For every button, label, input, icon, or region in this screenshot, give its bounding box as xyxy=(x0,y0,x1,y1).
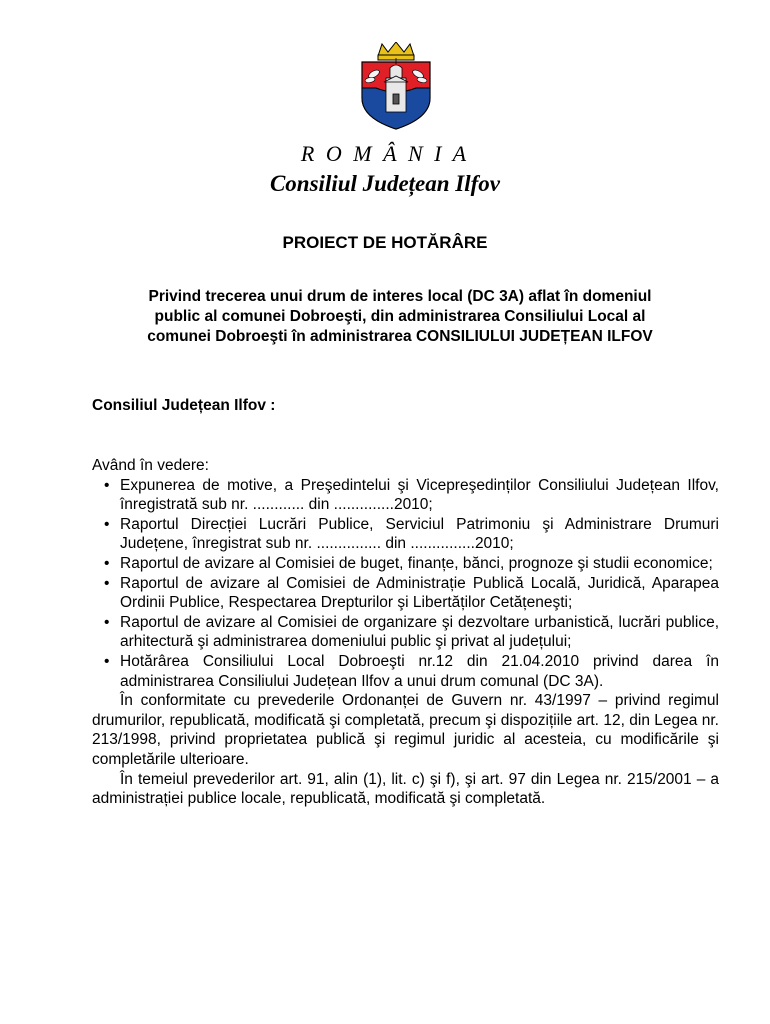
list-item: • Raportul Direcției Lucrări Publice, Serviciul Patrimoniu şi Administrare Drumuri Județene, înregistrat sub nr. ............... din ...............2010; xyxy=(92,515,719,554)
legal-basis-paragraph: În conformitate cu prevederile Ordonanței de Guvern nr. 43/1997 – privind regimul drumurilor, republicată, modificată şi completată, precum şi dispozițiile art. 12, din Legea nr. 213/1998, privind proprietatea publică şi regimul juridic al acesteia, cu modificările şi completările ulterioare. xyxy=(92,692,719,768)
list-item: • Raportul de avizare al Comisiei de Administrație Publică Locală, Juridică, Aparарea Ordinii Publice, Respectarea Drepturilor şi Libertăților Cetățeneşti; xyxy=(92,574,719,613)
subject-line: Privind trecerea unui drum de interes local (DC 3A) aflat în domeniul xyxy=(148,288,652,305)
subject-line: comunei Dobroeşti în administrarea CONSILIULUI JUDEȚEAN ILFOV xyxy=(147,328,653,345)
considerations-list xyxy=(92,476,719,692)
coat-of-arms-image xyxy=(356,42,436,130)
list-item: • Raportul de avizare al Comisiei de organizare şi dezvoltare urbanistică, lucrări publice, arhitectură şi administrarea domeniului public şi privat al județului; xyxy=(92,613,719,652)
country-heading: R O M Â N I A xyxy=(300,141,470,166)
addressee-label: Consiliul Județean Ilfov : xyxy=(92,397,276,414)
shield-icon xyxy=(362,58,430,129)
list-item: • Expunerea de motive, a Preşedintelui şi Vicepreşedinților Consiliului Județean Ilfov, înregistrată sub nr. ............ din ..............2010; xyxy=(92,476,719,515)
document-subject xyxy=(95,287,705,347)
document-body xyxy=(92,456,719,809)
crown-icon xyxy=(378,42,414,60)
legal-basis-paragraph: În temeiul prevederilor art. 91, alin (1), lit. c) şi f), şi art. 97 din Legea nr. 215/2001 – a administrației publice locale, republicată, modificată şi completată. xyxy=(92,770,719,808)
list-item: • Hotărârea Consiliului Local Dobroeşti nr.12 din 21.04.2010 privind darea în administrarea Consiliului Județean Ilfov a unui drum comunal (DC 3A). xyxy=(92,652,719,691)
subject-line: public al comunei Dobroeşti, din administrarea Consiliului Local al xyxy=(154,308,646,325)
list-item: • Raportul de avizare al Comisiei de buget, finanțe, bănci, prognoze şi studii economice; xyxy=(92,554,719,574)
document-type-title: PROIECT DE HOTĂRÂRE xyxy=(282,233,488,252)
intro-text: Având în vedere: xyxy=(92,457,209,474)
council-heading: Consiliul Județean Ilfov xyxy=(269,171,501,196)
